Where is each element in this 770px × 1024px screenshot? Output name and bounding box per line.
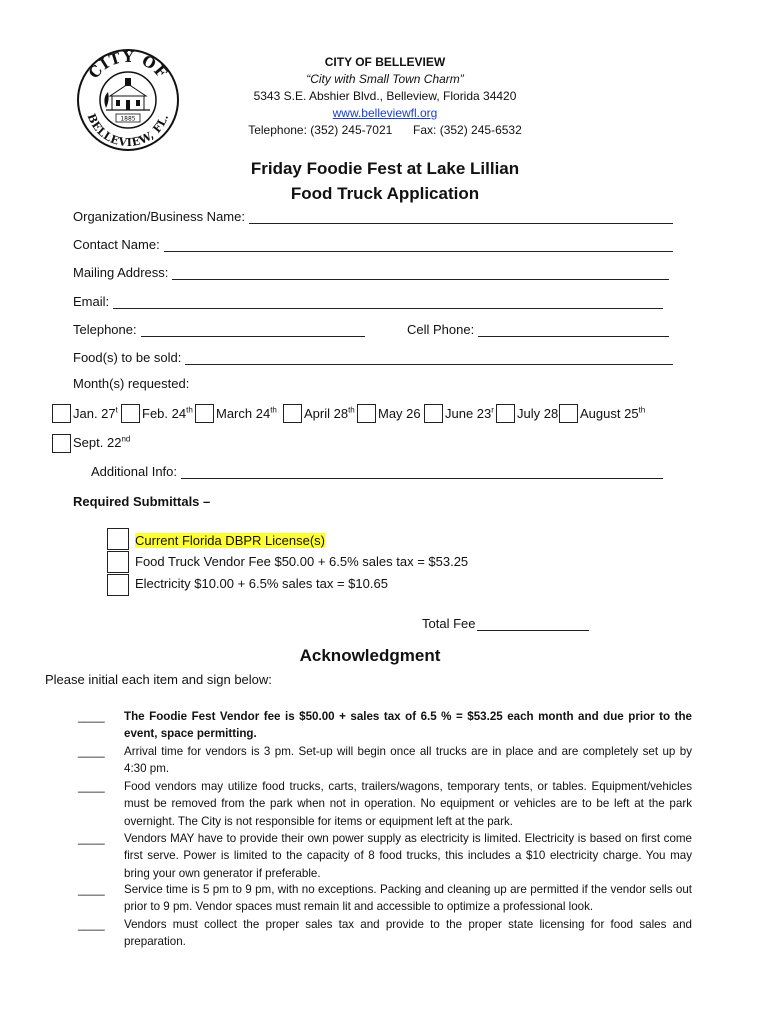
ack-item-equipment (78, 778, 692, 830)
additional-info-label: Additional Info: (91, 464, 178, 479)
checkbox-june[interactable] (424, 404, 443, 423)
month-may: May 26 (378, 406, 421, 421)
checkbox-march[interactable] (195, 404, 214, 423)
checkbox-july[interactable] (496, 404, 515, 423)
contact-name-input-line[interactable] (164, 238, 673, 252)
ack-item-service-time (78, 881, 692, 916)
month-sept: Sept. 22nd (73, 434, 131, 450)
ack-text: Service time is 5 pm to 9 pm, with no exceptions. Packing and cleaning up are permitted if the vendor sells out prior to 9 pm. Vendor spaces must remain lit and accessible to optimize a professional look. (124, 883, 692, 914)
initial-blank[interactable]: ____ (78, 831, 105, 845)
submittal-electricity: Electricity $10.00 + 6.5% sales tax = $10.65 (135, 576, 388, 591)
checkbox-feb[interactable] (121, 404, 140, 423)
org-name-field[interactable] (73, 206, 673, 224)
ack-text: Food vendors may utilize food trucks, carts, trailers/wagons, temporary tents, or tables. Equipment/vehicles must be removed from the park when not in operation. No equipment or vehicles are to be left at the park overnight. The City is not responsible for items or equipment left at the park. (124, 780, 692, 828)
org-name-input-line[interactable] (249, 210, 673, 224)
checkbox-may[interactable] (357, 404, 376, 423)
checkbox-electricity[interactable] (107, 574, 129, 596)
month-june: June 23$^r$ (445, 405, 494, 421)
telephone-label: Telephone: (73, 322, 137, 337)
contact-name-label: Contact Name: (73, 237, 160, 252)
seal-year: 1885 (120, 115, 136, 123)
contact-name-field[interactable] (73, 234, 673, 252)
checkbox-vendor-fee[interactable] (107, 551, 129, 573)
ack-text: Vendors MAY have to provide their own power supply as electricity is limited. Electricity is based on first come first serve. Power is limited to the capacity of 8 food trucks, this includes a $10 electricity charge. You may bring your own generator if preferable. (124, 832, 692, 880)
checkbox-april[interactable] (283, 404, 302, 423)
submittal-vendor-fee: Food Truck Vendor Fee $50.00 + 6.5% sales tax = $53.25 (135, 554, 469, 569)
ack-item-power (78, 830, 692, 882)
svg-text:BELLEVIEW, FL.: BELLEVIEW, FL. (84, 111, 172, 150)
cell-phone-input-line[interactable] (478, 323, 669, 337)
cell-phone-field[interactable] (407, 319, 669, 337)
email-field[interactable] (73, 291, 663, 309)
ack-item-fee (78, 708, 692, 743)
city-address: 5343 S.E. Abshier Blvd., Belleview, Florida 34420 (253, 89, 517, 103)
email-input-line[interactable] (113, 295, 663, 309)
total-fee-label: Total Fee (422, 616, 476, 631)
mailing-address-input-line[interactable] (172, 266, 669, 280)
acknowledgment-title: Acknowledgment (299, 646, 441, 665)
ack-item-arrival (78, 743, 692, 778)
submittal-dbpr-license: Current Florida DBPR License(s) (135, 533, 326, 548)
month-feb: Feb. 24th (142, 405, 193, 421)
month-august: August 25th (580, 405, 646, 421)
total-fee-input-line[interactable] (477, 617, 589, 631)
initial-blank[interactable]: ____ (78, 744, 105, 758)
month-jan: Jan. 27$^t$ (73, 405, 118, 421)
additional-info-input-line[interactable] (181, 465, 663, 479)
acknowledgment-intro: Please initial each item and sign below: (45, 672, 272, 687)
telephone-input-line[interactable] (141, 323, 365, 337)
mailing-address-label: Mailing Address: (73, 265, 169, 280)
total-fee-field[interactable] (422, 616, 589, 631)
foods-field[interactable] (73, 347, 673, 365)
letterhead (200, 54, 570, 139)
foods-input-line[interactable] (185, 351, 673, 365)
checkbox-august[interactable] (559, 404, 578, 423)
ack-text: Vendors must collect the proper sales tax and provide to the proper state licensing for food sales and preparation. (124, 918, 692, 949)
month-march: March 24th (216, 405, 277, 421)
checkbox-sept[interactable] (52, 434, 71, 453)
fax-text: Fax: (352) 245-6532 (413, 123, 522, 137)
form-title-line1: Friday Foodie Fest at Lake Lillian (250, 159, 520, 178)
ack-item-sales-tax (78, 916, 692, 951)
month-april: April 28th (304, 405, 355, 421)
required-submittals-title: Required Submittals – (73, 494, 211, 509)
months-label: Month(s) requested: (73, 376, 190, 391)
ack-text: The Foodie Fest Vendor fee is $50.00 + sales tax of 6.5 % = $53.25 each month and due prior to the event, space permitting. (124, 710, 692, 741)
additional-info-field[interactable] (91, 461, 663, 479)
org-name-label: Organization/Business Name: (73, 209, 245, 224)
city-tagline: “City with Small Town Charm” (306, 72, 464, 86)
initial-blank[interactable]: ____ (78, 917, 105, 931)
phone-fax-line (200, 122, 570, 139)
svg-text:CITY OF: CITY OF (84, 48, 172, 83)
mailing-address-field[interactable] (73, 262, 669, 280)
initial-blank[interactable]: ____ (78, 709, 105, 723)
telephone-text: Telephone: (352) 245-7021 (248, 123, 393, 137)
month-july: July 28 (517, 406, 559, 421)
initial-blank[interactable]: ____ (78, 779, 105, 793)
city-name: CITY OF BELLEVIEW (324, 55, 446, 69)
foods-label: Food(s) to be sold: (73, 350, 182, 365)
form-title (120, 156, 650, 206)
website-link[interactable]: www.belleviewfl.org (332, 106, 438, 120)
email-label: Email: (73, 294, 110, 309)
telephone-field[interactable] (73, 319, 365, 337)
checkbox-dbpr-license[interactable] (107, 528, 129, 550)
ack-text: Arrival time for vendors is 3 pm. Set-up will begin once all trucks are in place and are completely set up by 4:30 pm. (124, 745, 692, 776)
city-seal-logo (76, 48, 180, 152)
form-title-line2: Food Truck Application (290, 184, 480, 203)
checkbox-jan[interactable] (52, 404, 71, 423)
initial-blank[interactable]: ____ (78, 882, 105, 896)
cell-phone-label: Cell Phone: (407, 322, 475, 337)
